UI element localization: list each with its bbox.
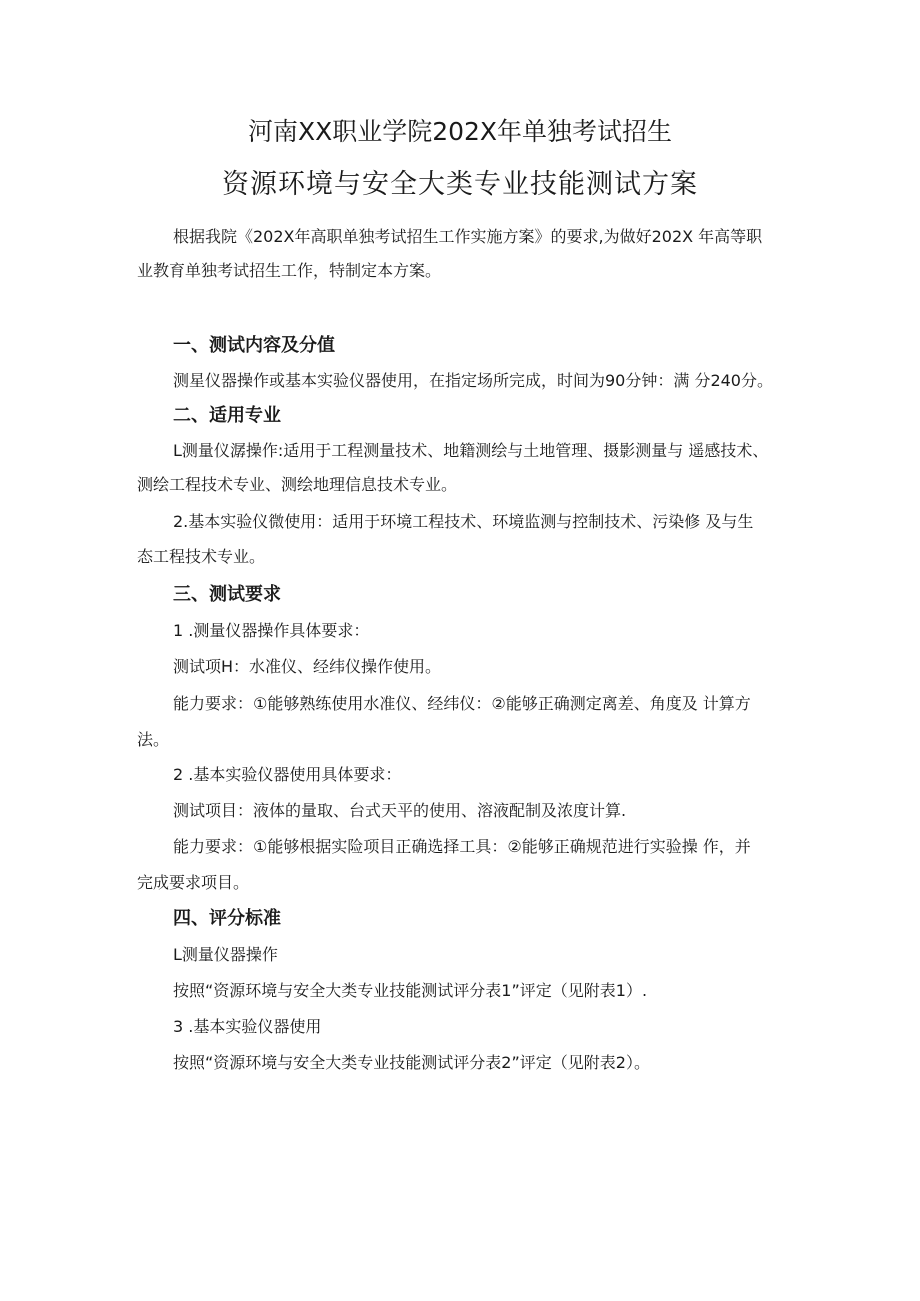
section4-sub2-title: 3 .基本实验仪器使用 [173, 1017, 322, 1036]
section2-item2-line1: 2.基本实验仪微使用：适用于环境工程技术、环境监测与控制技术、污染修 及与生 [173, 512, 754, 531]
section2-item2-line2: 态工程技术专业。 [137, 547, 266, 566]
section4-sub2-text: 按照“资源环境与安全大类专业技能测试评分表2”评定（见附表2）。 [173, 1053, 650, 1072]
section2-item1-line1: L测量仪潺操作:适用于工程测量技术、地籍测绘与土地管理、摄影测量与 遥感技术、 [173, 441, 769, 460]
section-heading-2: 二、适用专业 [173, 405, 281, 426]
section-heading-3: 三、测试要求 [173, 584, 281, 605]
section3-sub1-ability-line2: 法。 [137, 730, 170, 749]
section2-item1-line2: 测绘工程技术专业、测绘地理信息技术专业。 [137, 475, 458, 494]
section-heading-4: 四、评分标准 [173, 908, 281, 929]
section1-text: 测星仪器操作或基本实验仪器使用，在指定场所完成，时间为90分钟：满 分240分。 [173, 371, 773, 390]
section3-sub2-project: 测试项目：液体的量取、台式天平的使用、溶液配制及浓度计算. [173, 801, 627, 820]
document-title-line2: 资源环境与安全大类专业技能测试方案 [222, 169, 698, 200]
section3-sub1-title: 1 .测量仪器操作具体要求： [173, 621, 370, 640]
document-title-line1: 河南XX职业学院202X年单独考试招生 [247, 117, 673, 146]
intro-line-1: 根据我院《202X年高职单独考试招生工作实施方案》的要求,为做好202X 年高等职 [173, 227, 763, 246]
intro-line-2: 业教育单独考试招生工作，特制定本方案。 [137, 261, 442, 280]
section3-sub2-title: 2 .基本实验仪器使用具体要求： [173, 765, 402, 784]
section4-sub1-title: L测量仪器操作 [173, 945, 278, 964]
section4-sub1-text: 按照“资源环境与安全大类专业技能测试评分表1”评定（见附表1）. [173, 981, 648, 1000]
section-heading-1: 一、测试内容及分值 [173, 335, 335, 356]
section3-sub2-ability-line1: 能力要求：①能够根据实险项目正确选择工具：②能够正确规范进行实验操 作，并 [173, 837, 751, 856]
section3-sub1-project: 测试项H：水准仪、经纬仪操作使用。 [173, 657, 442, 676]
section3-sub2-ability-line2: 完成要求项目。 [137, 873, 250, 892]
section3-sub1-ability-line1: 能力要求：①能够熟练使用水准仪、经纬仪：②能够正确测定离差、角度及 计算方 [173, 694, 751, 713]
